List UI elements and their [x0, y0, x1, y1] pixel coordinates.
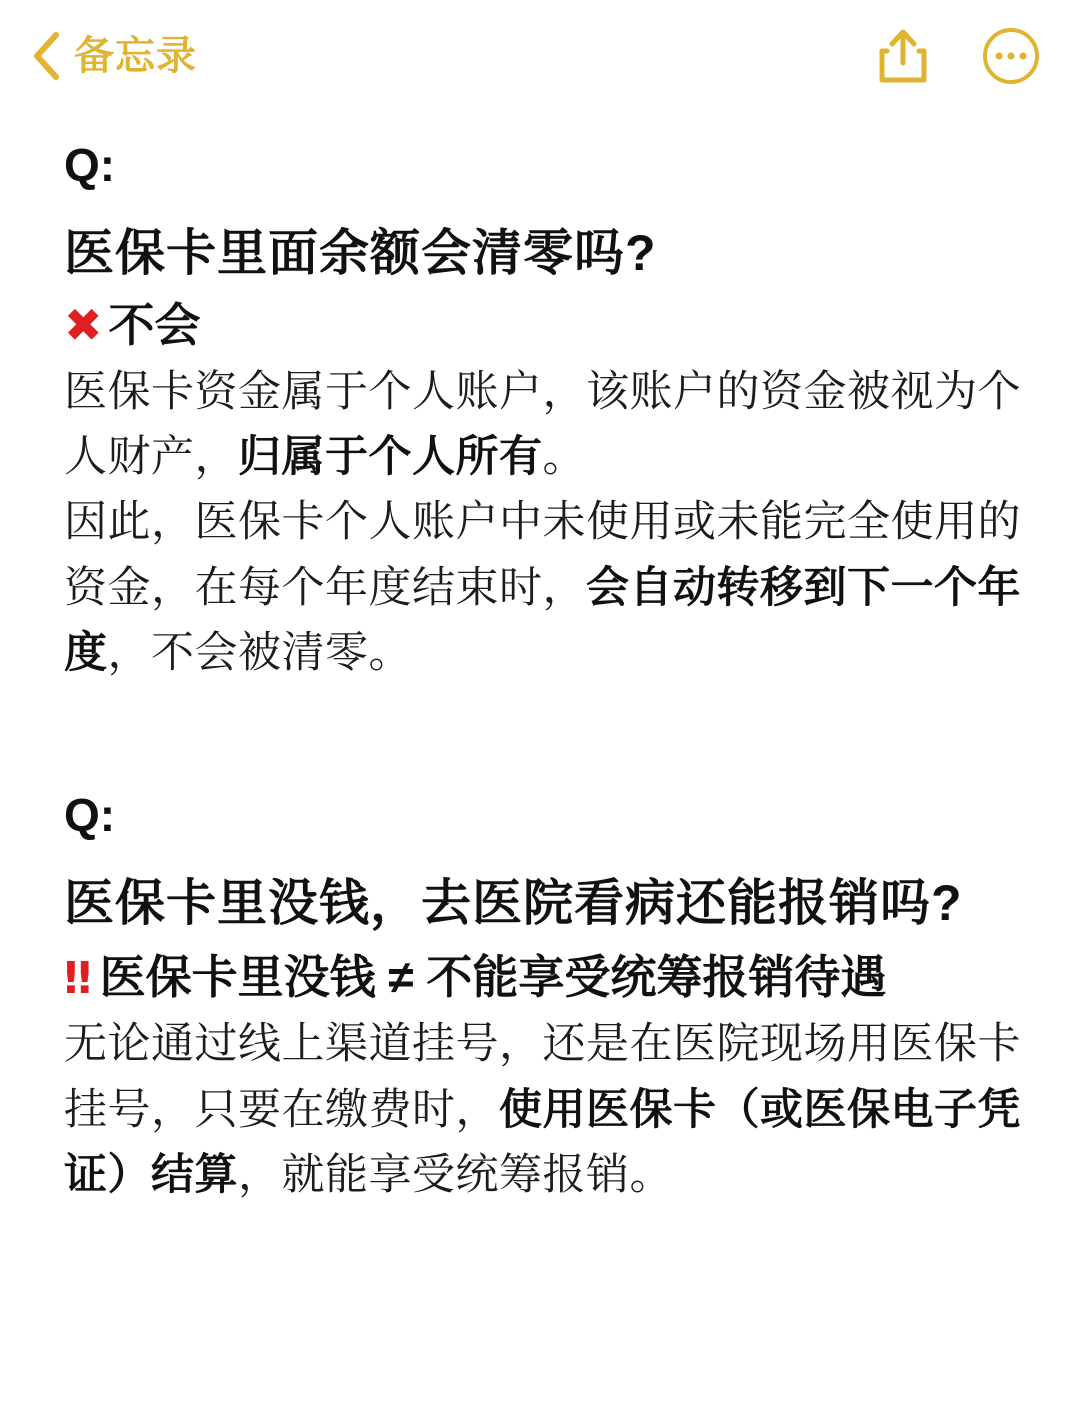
run-text-bold: 会自动转移到下一个年度 [64, 563, 1021, 678]
section-spacer [64, 686, 1022, 772]
double-exclamation-icon: ‼ [64, 953, 90, 1005]
qa-block [64, 790, 1022, 1208]
navbar-actions [876, 27, 1040, 85]
answer-headline-text: 不会 [108, 298, 201, 351]
answer-headline [64, 294, 1022, 356]
navigation-bar [0, 0, 1080, 112]
question-text: 医保卡里没钱，去医院看病还能报销吗? [64, 875, 963, 932]
qa-block [64, 140, 1022, 686]
run-text: ，就能享受统筹报销。 [238, 1151, 673, 1200]
share-icon[interactable] [876, 27, 930, 85]
run-text: 无论通过线上渠道挂号，还是在医院现场用医保卡挂号，只要在缴费时， [64, 1020, 1021, 1134]
question-label: Q: [64, 789, 116, 842]
run-text-bold: 使用医保卡（或医保电子凭证）结算 [64, 1085, 1021, 1200]
run-text: 因此，医保卡个人账户中未使用或未能完全使用的资金，在每个年度结束时， [64, 498, 1021, 612]
more-circle-icon[interactable] [982, 27, 1040, 85]
cross-mark-icon: ✖ [64, 297, 103, 352]
run-text: 医保卡资金属于个人账户，该账户的资金被视为个人财产， [64, 367, 1021, 482]
run-text: 。 [542, 433, 586, 482]
question-label: Q: [64, 139, 116, 191]
question-text: 医保卡里面余额会清零吗? [64, 224, 657, 281]
answer-paragraph [64, 490, 1022, 686]
back-button[interactable] [30, 30, 197, 82]
run-text: ，不会被清零。 [107, 629, 412, 678]
answer-paragraph [64, 1012, 1022, 1208]
answer-paragraph [64, 360, 1022, 491]
run-text-bold: 归属于个人所有 [238, 433, 543, 482]
chevron-left-icon[interactable] [30, 30, 64, 82]
answer-headline-text: 医保卡里没钱 ≠ 不能享受统筹报销待遇 [99, 951, 887, 1004]
note-body [0, 112, 1080, 1209]
answer-headline [64, 946, 1022, 1008]
page-title: 备忘录 [74, 34, 197, 78]
